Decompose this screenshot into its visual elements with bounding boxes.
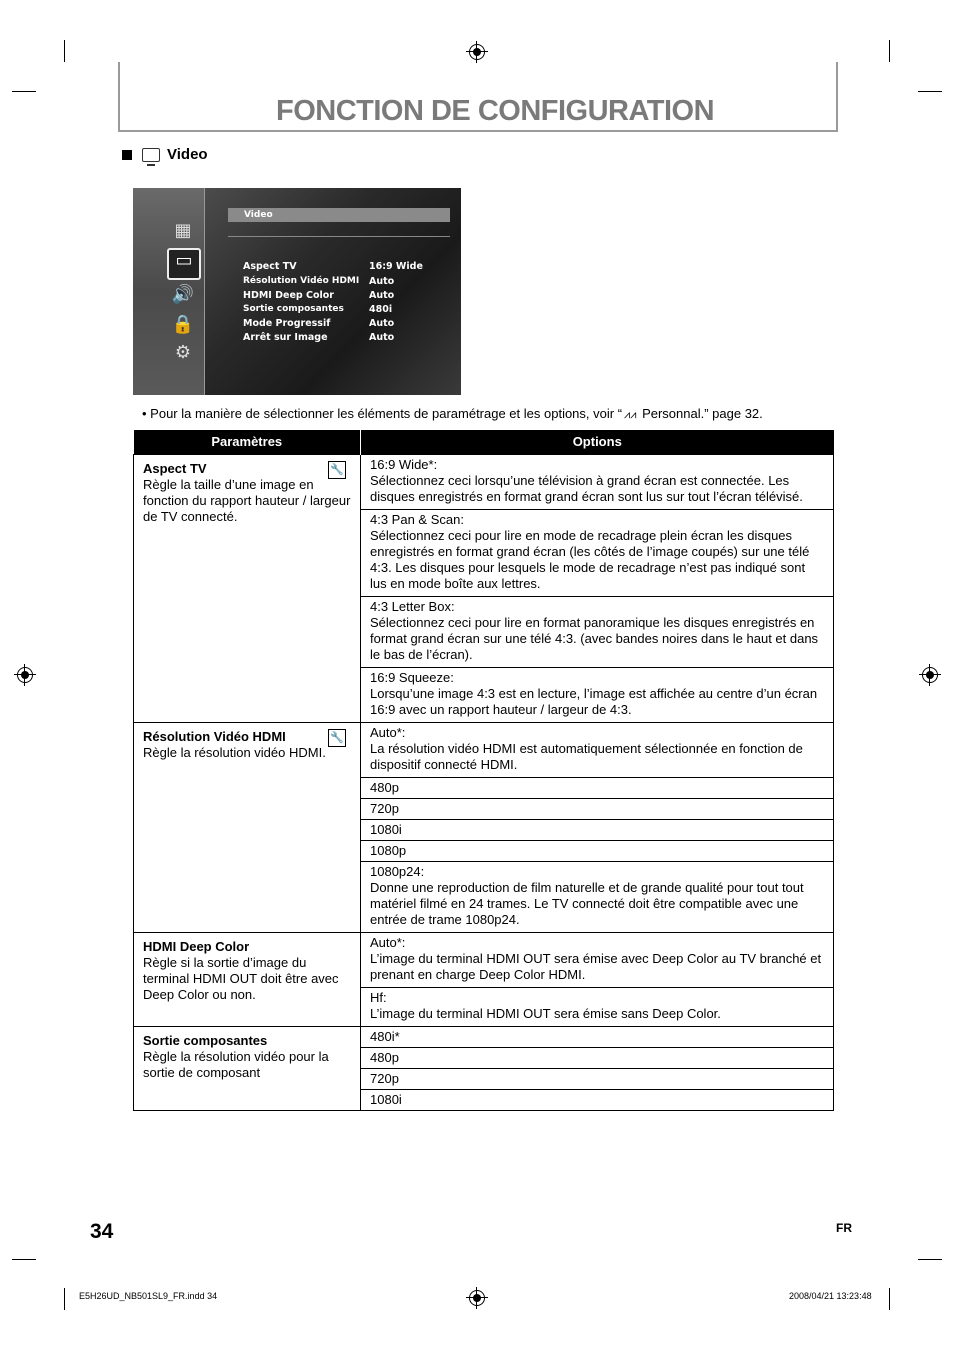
option-cell: 1080i [361, 1090, 834, 1111]
osd-row-value: 480i [369, 304, 393, 315]
settings-table [133, 430, 834, 1111]
param-title: Aspect TV [143, 461, 207, 476]
param-aspect-tv [134, 455, 361, 723]
crop-mark [64, 40, 65, 62]
wrench-icon: 🔧 [328, 461, 346, 479]
gear-icon: ⚙ [174, 342, 192, 363]
option-label: 4:3 Pan & Scan: [370, 512, 464, 527]
registration-mark-icon [17, 667, 33, 683]
option-cell [361, 933, 834, 988]
osd-row-value: Auto [369, 290, 395, 301]
file-slug: E5H26UD_NB501SL9_FR.indd 34 [79, 1291, 218, 1301]
option-cell: 720p [361, 799, 834, 820]
option-cell: 480i* [361, 1027, 834, 1048]
speaker-icon: 🔊 [171, 284, 195, 305]
param-hdmi-resolution [134, 723, 361, 933]
param-desc: Règle si la sortie d’image du terminal HDMI OUT doit être avec Deep Color ou non. [143, 955, 339, 1002]
note-text: Personnal.” page 32. [638, 406, 763, 421]
osd-row-value: Auto [369, 318, 395, 329]
crop-mark [918, 91, 942, 92]
option-desc: Sélectionnez ceci pour lire en mode de recadrage plein écran les disques enregistrés en format grand écran (les côtés de l’image coupés) sur une télé 4:3. Les disques pour lesquels le mode de recadrage n’est pas indiqué sont lus en mode boîte aux lettres. [370, 528, 810, 591]
osd-row-value: 16:9 Wide [369, 261, 423, 272]
tv-icon [142, 148, 160, 162]
option-label: Hf: [370, 990, 387, 1005]
option-desc: La résolution vidéo HDMI est automatiquement sélectionnée en fonction de dispositif connecté HDMI. [370, 741, 803, 772]
page-number: 34 [90, 1220, 114, 1243]
page-title: FONCTION DE CONFIGURATION [276, 95, 715, 127]
option-desc: Sélectionnez ceci lorsqu’une télévision à grand écran est connectée. Les disques enregistrés en format grand écran sont lus sur tout l’écran télévisé. [370, 473, 803, 504]
osd-row-value: Auto [369, 276, 395, 287]
option-label: 4:3 Letter Box: [370, 599, 455, 614]
lock-icon: 🔒 [171, 314, 195, 335]
osd-row-label: HDMI Deep Color [243, 290, 334, 301]
option-cell [361, 723, 834, 778]
osd-row-label: Sortie composantes [243, 304, 344, 314]
option-desc: Lorsqu’une image 4:3 est en lecture, l’image est affichée au centre d’un écran 16:9 avec un rapport hauteur / largeur de 4:3. [370, 686, 818, 717]
option-cell [361, 510, 834, 597]
column-header-options: Options [361, 430, 834, 455]
option-desc: L’image du terminal HDMI OUT sera émise sans Deep Color. [370, 1006, 721, 1021]
param-title: HDMI Deep Color [143, 939, 250, 954]
print-date: 2008/04/21 13:23:48 [789, 1291, 872, 1301]
registration-mark-icon [469, 1290, 485, 1306]
option-label: 16:9 Squeeze: [370, 670, 454, 685]
column-header-params: Paramètres [134, 430, 361, 455]
param-title: Sortie composantes [143, 1033, 268, 1048]
option-label: 16:9 Wide*: [370, 457, 438, 472]
option-cell: 720p [361, 1069, 834, 1090]
option-desc: L’image du terminal HDMI OUT sera émise avec Deep Color au TV branché et prenant en charge Deep Color HDMI. [370, 951, 822, 982]
disc-settings-icon: ▦ [174, 220, 192, 241]
param-desc: Règle la taille d’une image en fonction du rapport hauteur / largeur de TV connecté. [143, 477, 351, 524]
language-tag: FR [836, 1221, 852, 1235]
osd-row-label: Résolution Vidéo HDMI [243, 276, 360, 286]
param-component-output [134, 1027, 361, 1111]
osd-row-label: Mode Progressif [243, 318, 331, 329]
osd-menu-screenshot [133, 188, 461, 395]
crop-mark [12, 91, 36, 92]
option-desc: Sélectionnez ceci pour lire en format panoramique les disques enregistrés en format grand écran sur une télé 4:3. (avec bandes noires dans le haut et dans le bas de l’écran). [370, 615, 819, 662]
option-cell [361, 862, 834, 933]
registration-mark-icon [922, 667, 938, 683]
osd-row-label: Aspect TV [243, 261, 297, 272]
crop-mark [12, 1259, 36, 1260]
option-cell: 480p [361, 778, 834, 799]
square-bullet-icon [122, 150, 132, 160]
option-cell: 1080p [361, 841, 834, 862]
option-cell [361, 668, 834, 723]
crop-mark [889, 1288, 890, 1310]
option-cell: 480p [361, 1048, 834, 1069]
section-label: Video [167, 146, 208, 163]
osd-menu-title: Video [228, 208, 450, 222]
option-cell [361, 988, 834, 1027]
crop-mark [64, 1288, 65, 1310]
registration-mark-icon [469, 44, 485, 60]
crop-mark [918, 1259, 942, 1260]
option-label: Auto*: [370, 725, 406, 740]
section-heading [122, 146, 208, 163]
crop-mark [889, 40, 890, 62]
osd-divider [228, 236, 450, 237]
tv-icon: ▭ [167, 248, 201, 280]
wrench-icon: 🔧 [328, 729, 346, 747]
param-title: Résolution Vidéo HDMI [143, 729, 286, 744]
option-cell [361, 597, 834, 668]
param-desc: Règle la résolution vidéo HDMI. [143, 745, 326, 760]
option-desc: Donne une reproduction de film naturelle et de grande qualité pour tout tout matériel filmé en 24 trames. Le TV connecté doit être compatible avec une entrée de trame 1080p24. [370, 880, 804, 927]
option-label: Auto*: [370, 935, 406, 950]
reference-note [142, 406, 763, 422]
option-cell [361, 455, 834, 510]
option-label: 1080p24: [370, 864, 425, 879]
note-text: • Pour la manière de sélectionner les éléments de paramétrage et les options, voir “ [142, 406, 623, 421]
param-hdmi-deep-color [134, 933, 361, 1027]
personal-icon: ⩘⩘ [624, 409, 637, 421]
param-desc: Règle la résolution vidéo pour la sortie de composant [143, 1049, 329, 1080]
osd-row-label: Arrêt sur Image [243, 332, 328, 343]
osd-row-value: Auto [369, 332, 395, 343]
option-cell: 1080i [361, 820, 834, 841]
